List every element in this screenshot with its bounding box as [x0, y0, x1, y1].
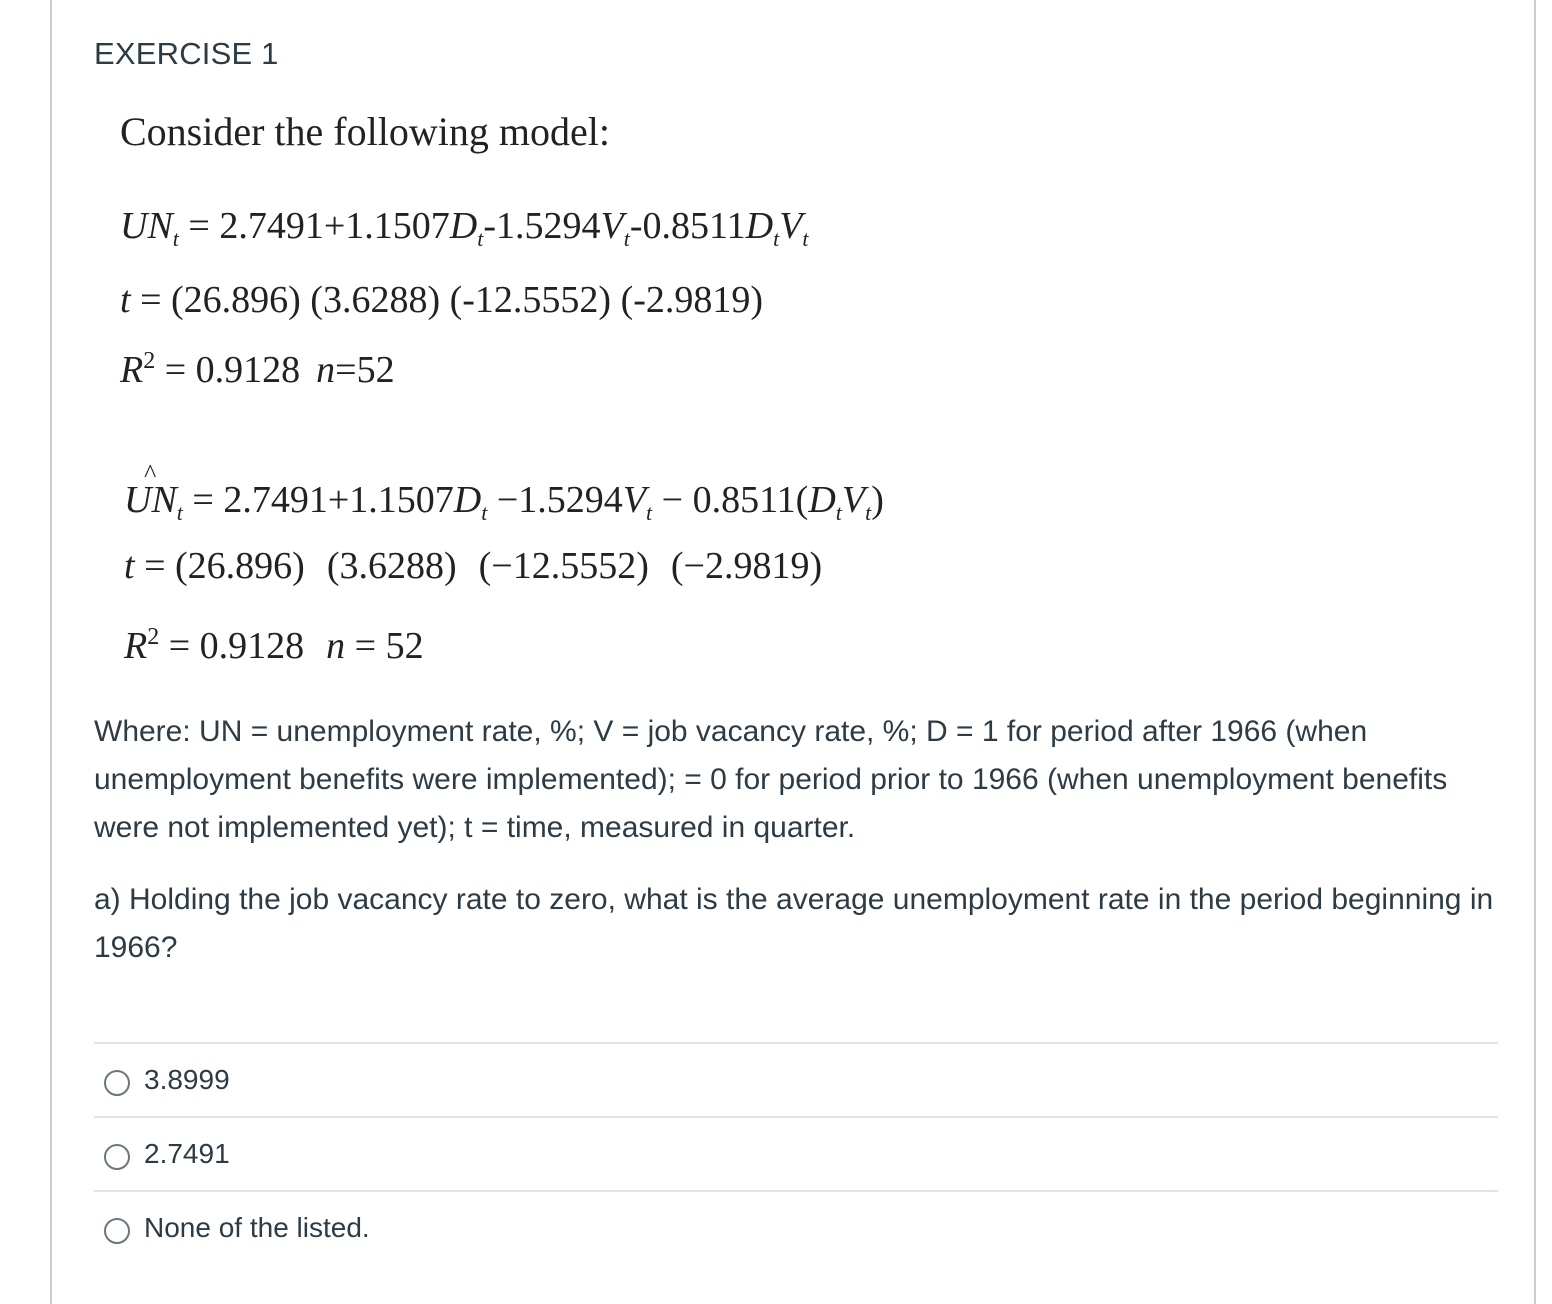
- eq-sub: t: [477, 226, 484, 251]
- question-card: [50, 0, 1536, 1304]
- eq-sub: t: [646, 500, 653, 525]
- t-value: (−12.5552): [478, 545, 649, 587]
- eq-term: ): [871, 479, 884, 521]
- t-values: = (26.896) (3.6288) (-12.5552) (-2.9819): [130, 279, 764, 321]
- eq-var-d: D: [449, 205, 478, 247]
- answer-option[interactable]: [94, 1116, 1498, 1190]
- eq-term: -0.8511: [629, 205, 746, 247]
- eq-var-v: V: [600, 205, 624, 247]
- n-value: =52: [335, 349, 395, 391]
- t-label: t: [120, 279, 131, 321]
- eq-sub: t: [172, 226, 179, 251]
- answer-label[interactable]: 3.8999: [144, 1064, 230, 1095]
- t-value: (26.896): [175, 545, 305, 587]
- eq-sub: t: [773, 226, 780, 251]
- r-exponent: 2: [147, 624, 160, 650]
- radio-button[interactable]: [104, 1144, 130, 1170]
- t-statistics-2: [124, 544, 822, 588]
- t-label: t: [124, 545, 135, 587]
- answer-label[interactable]: None of the listed.: [144, 1212, 370, 1243]
- model-intro: Consider the following model:: [120, 109, 610, 154]
- eq-term: = 2.7491+1.1507: [178, 205, 450, 247]
- n-value: = 52: [345, 625, 424, 667]
- n-label: n: [316, 349, 336, 391]
- eq-var-d: D: [453, 479, 482, 521]
- r-squared-line-2: [124, 624, 424, 668]
- eq-term: − 0.8511(: [652, 479, 809, 521]
- answer-label[interactable]: 2.7491: [144, 1138, 230, 1169]
- eq-sub: t: [865, 500, 872, 525]
- t-equals: =: [134, 545, 175, 587]
- answer-list: [94, 1042, 1498, 1264]
- r-value: = 0.9128: [159, 625, 305, 667]
- eq-term: −1.5294: [487, 479, 623, 521]
- r-exponent: 2: [143, 348, 156, 374]
- exercise-title: EXERCISE 1: [94, 36, 279, 71]
- eq-sub: t: [623, 226, 630, 251]
- t-statistics: [120, 278, 763, 322]
- eq-var-un-hat: UN ^: [124, 479, 177, 521]
- radio-button[interactable]: [104, 1070, 130, 1096]
- t-value: (−2.9819): [670, 545, 823, 587]
- r-value: = 0.9128: [155, 349, 301, 391]
- eq-term: -1.5294: [483, 205, 601, 247]
- eq-sub: t: [481, 500, 488, 525]
- eq-sub: t: [176, 500, 183, 525]
- answer-option[interactable]: [94, 1190, 1498, 1264]
- eq-var-un: UN: [120, 205, 173, 247]
- answer-option[interactable]: [94, 1042, 1498, 1116]
- eq-var-v: V: [779, 205, 803, 247]
- n-label: n: [326, 625, 346, 667]
- radio-button[interactable]: [104, 1218, 130, 1244]
- question-text: a) Holding the job vacancy rate to zero, what is the average unemployment rate in the period beginning in 1966?: [94, 883, 1494, 964]
- model-equation: [120, 204, 809, 252]
- r-label: R: [124, 625, 148, 667]
- eq-var-v: V: [841, 479, 866, 521]
- r-label: R: [120, 349, 144, 391]
- eq-sub: t: [835, 500, 842, 525]
- eq-var-d: D: [745, 205, 774, 247]
- variable-definitions: Where: UN = unemployment rate, %; V = job vacancy rate, %; D = 1 for period after 1966 (when unemployment benefits were implemented); = 0 for period prior to 1966 (when unemployment benefits were not implemented yet); t = time, measured in quarter.: [94, 715, 1448, 844]
- r-squared-line: [120, 348, 395, 392]
- eq-term: = 2.7491+1.1507: [182, 479, 454, 521]
- estimated-equation: [124, 478, 884, 526]
- eq-var-v: V: [622, 479, 647, 521]
- eq-sub: t: [802, 226, 809, 251]
- eq-var-d: D: [808, 479, 836, 521]
- t-value: (3.6288): [326, 545, 457, 587]
